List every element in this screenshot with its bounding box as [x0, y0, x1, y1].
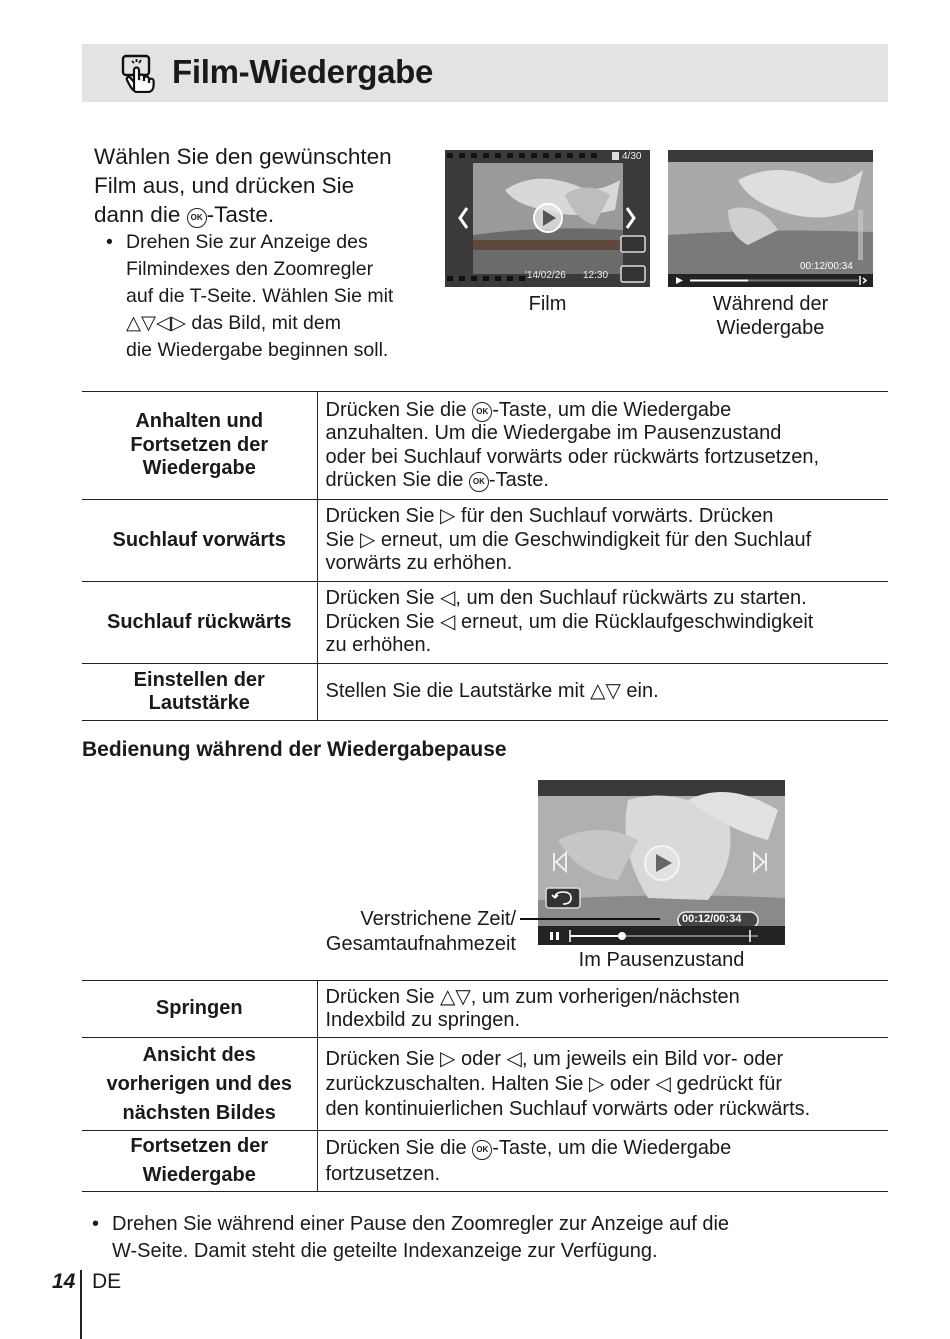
ok-button-icon: OK — [472, 1140, 492, 1160]
page-number: 14 — [52, 1270, 76, 1293]
section-title-bar — [82, 44, 888, 102]
intro-line: Wählen Sie den gewünschten — [94, 144, 392, 169]
left-arrow-icon: ◁ — [440, 610, 456, 633]
playback-caption: Während der Wiedergabe — [712, 293, 829, 339]
film-caption: Film — [528, 293, 567, 315]
page-footer-divider — [80, 1270, 82, 1339]
row-description: Drücken Sie △▽, um zum vorherigen/nächsten Indexbild zu springen. — [317, 981, 888, 1038]
intro-bullet: • Drehen Sie zur Anzeige des Filmindexes den Zoomregler auf die T-Seite. Wählen Sie mit △▽◁▷ das Bild, mit dem die Wiedergabe beginnen soll. — [106, 231, 394, 361]
paused-caption: Im Pausenzustand — [578, 949, 745, 971]
ok-button-icon: OK — [469, 472, 489, 492]
elapsed-time-callout: Verstrichene Zeit/ Gesamtaufnahmezeit — [325, 908, 516, 955]
callout-leader-line — [520, 918, 660, 920]
film-screen-graphic — [445, 150, 650, 287]
row-description: Drücken Sie ▷ oder ◁, um jeweils ein Bild vor- oder zurückzuschalten. Halten Sie ▷ oder ◁ gedrückt für den kontinuierlichen Suchlauf vorwärts oder rückwärts. — [317, 1038, 888, 1131]
playback-timecode: 00:12/00:34 — [800, 261, 853, 272]
updown-arrow-icon: △▽ — [440, 985, 471, 1008]
film-screen-image — [445, 150, 650, 287]
table-row — [82, 582, 888, 664]
row-description: Drücken Sie die OK -Taste, um die Wiedergabe fortzusetzen. — [317, 1131, 888, 1192]
table-row — [82, 1131, 888, 1192]
right-arrow-icon: ▷ — [440, 1047, 456, 1070]
left-arrow-icon: ◁ — [655, 1072, 671, 1095]
playback-controls-table — [82, 391, 888, 721]
section-subheading: Bedienung während der Wiedergabepause — [82, 738, 507, 761]
paused-screen-image — [538, 780, 785, 945]
bullet-icon: • — [106, 231, 113, 253]
paused-screen-graphic — [538, 780, 785, 945]
intro-line: dann die OK -Taste. — [94, 202, 275, 227]
intro-line: Film aus, und drücken Sie — [94, 173, 355, 198]
film-counter: 4/30 — [622, 151, 642, 162]
row-label: Suchlauf vorwärts — [82, 500, 317, 582]
left-arrow-icon: ◁ — [506, 1047, 522, 1070]
row-label: Einstellen der Lautstärke — [82, 664, 317, 721]
row-label: Ansicht des vorherigen und des nächsten Bildes — [82, 1038, 317, 1131]
row-description: Drücken Sie die OK -Taste, um die Wiedergabe anzuhalten. Um die Wiedergabe im Pausenzustand oder bei Suchlauf vorwärts oder rückwärts fortzusetzen, drücken Sie die OK -Taste. — [317, 392, 888, 500]
row-description: Stellen Sie die Lautstärke mit △▽ ein. — [317, 664, 888, 721]
touch-hand-icon — [120, 53, 158, 93]
page-language: DE — [92, 1270, 122, 1293]
ok-button-icon: OK — [187, 208, 207, 228]
table-row — [82, 392, 888, 500]
ok-button-icon: OK — [472, 402, 492, 422]
right-arrow-icon: ▷ — [440, 505, 456, 528]
paused-timecode: 00:12/00:34 — [682, 913, 742, 925]
right-arrow-icon: ▷ — [359, 528, 376, 551]
row-description: Drücken Sie ▷ für den Suchlauf vorwärts. Drücken Sie ▷ erneut, um die Geschwindigkeit für den Suchlauf vorwärts zu erhöhen. — [317, 500, 888, 582]
arrow-keys-icon: △▽◁▷ — [126, 312, 186, 334]
table-row — [82, 664, 888, 721]
table-row — [82, 500, 888, 582]
pause-controls-table — [82, 980, 888, 1192]
playback-screen-image — [668, 150, 873, 287]
row-label: Springen — [82, 981, 317, 1038]
updown-arrow-icon: △▽ — [590, 680, 621, 703]
left-arrow-icon: ◁ — [440, 587, 456, 610]
row-label: Anhalten und Fortsetzen der Wiedergabe — [82, 392, 317, 500]
bullet-icon: • — [92, 1213, 100, 1235]
page-title: Film-Wiedergabe — [172, 53, 434, 90]
right-arrow-icon: ▷ — [588, 1072, 605, 1095]
table-row — [82, 1038, 888, 1131]
row-label: Fortsetzen der Wiedergabe — [82, 1131, 317, 1192]
row-description: Drücken Sie ◁, um den Suchlauf rückwärts zu starten. Drücken Sie ◁ erneut, um die Rücklaufgeschwindigkeit zu erhöhen. — [317, 582, 888, 664]
footer-note: • Drehen Sie während einer Pause den Zoomregler zur Anzeige auf die W-Seite. Damit steht die geteilte Indexanzeige zur Verfügung. — [92, 1213, 730, 1262]
film-time: 12:30 — [583, 270, 609, 281]
row-label: Suchlauf rückwärts — [82, 582, 317, 664]
film-date: '14/02/26 — [525, 270, 566, 281]
table-row — [82, 981, 888, 1038]
intro-text — [94, 142, 434, 229]
